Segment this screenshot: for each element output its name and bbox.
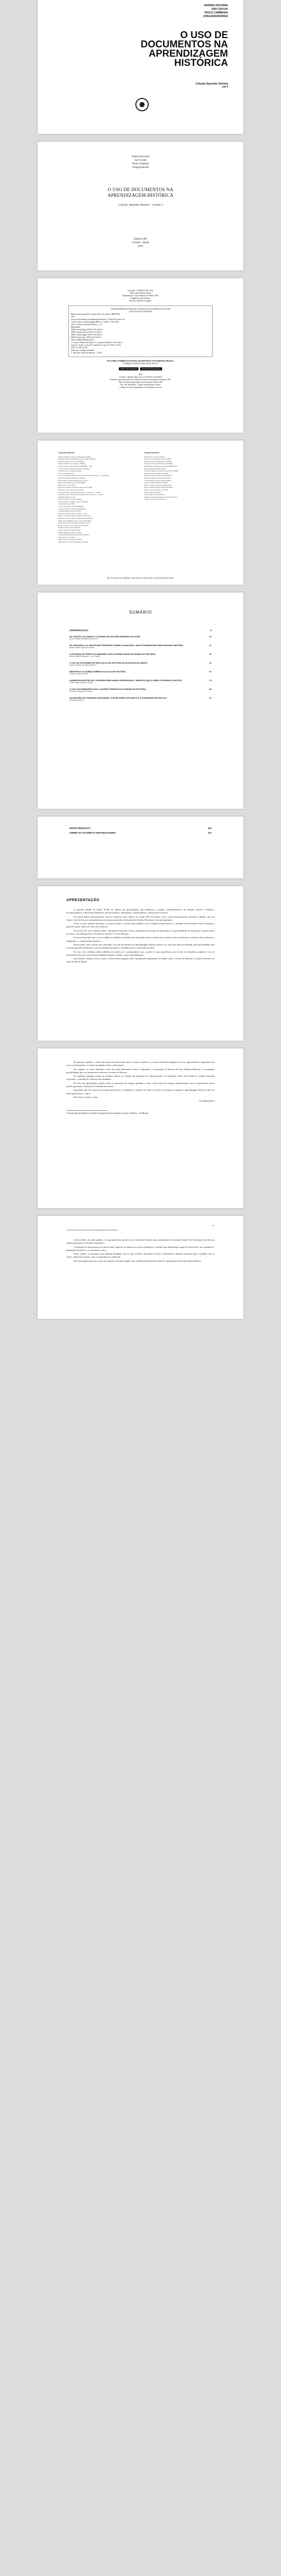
- toc-entry-page: 97: [209, 697, 212, 699]
- board-member: Sydione Santos (UEPG): [58, 536, 76, 538]
- toc-entry-page: 27: [209, 644, 212, 647]
- running-head: O USO DE DOCUMENTOS NA APRENDIZAGEM HISTÓRICA: [66, 1229, 118, 1231]
- board-member: Jailson Alves dos Santos (UFRJ): [58, 498, 82, 501]
- scientific-committee: [144, 452, 223, 544]
- cip-line: ISBN Coleção Física 978-65-251-3413-9: [71, 331, 102, 333]
- board-member: Tania Suely Azevedo Brasileiro (UFOPA): [58, 540, 89, 543]
- board-member: Cesar Gerónimo Tello (Univer. Nacional Três de Febrero – Argentina): [58, 474, 109, 477]
- board-member: Anselmo Alencar Colares (UFOPA): [58, 460, 84, 463]
- peer-review-note: Este livro passou por avaliação e aprovação às cegas de dois ou mais pareceristas ad hoc.: [107, 577, 174, 579]
- board-member: Guillermo Arias Beatón (Universidade de La Havana – Cuba): [58, 494, 103, 496]
- board-member: João Adalberto Campato Junior (UNESP): [58, 500, 89, 503]
- board-member: Elione Maria Nogueira Diogenes (UFAL): [58, 479, 89, 482]
- board-member: Francisco Carlos Duarte (PUC-PR): [58, 488, 84, 491]
- collection-volume: vol 3: [222, 86, 228, 89]
- board-member: Carmen Tereza Velanga (UNIR): [58, 470, 82, 472]
- toc-entry[interactable]: [69, 679, 212, 684]
- paragraph: Sem dúvida, estamos certos de que a leitura destas páginas trará contribuições importantes ao debate sobre o ensino de História e à prática docente nas salas de aula do Brasil.: [66, 957, 215, 963]
- committee-member: Edson Belo Clemente de Souza (UNIOESTE): [144, 465, 178, 467]
- board-member: Leonel Severo Rocha (UNISINOS): [58, 505, 84, 508]
- paragraph: Que estas páginas possam servir de estímulo e de apoio àqueles que se dedicam diariamente à difícil e apaixonante tarefa de ensinar História.: [74, 1259, 202, 1262]
- publisher-logo-icon: [135, 98, 149, 111]
- toc-entry-page: 107: [207, 832, 212, 834]
- cip-line: U86: [71, 316, 75, 318]
- rights-line: Foi feito o depósito legal conf. Lei 10.994 de 14/12/2004: [119, 376, 162, 378]
- committee-member: Lindalva Maria Martins (UFRN): [144, 482, 168, 484]
- toc-entry[interactable]: [69, 653, 212, 658]
- toc-entry-title: ÍNDICE REMISSIVO: [69, 827, 91, 829]
- committee-member: Sérgio Paulo Alves (UFAC): [144, 494, 165, 496]
- paragraph: Dessa forma, uma coleção que contemple o uso de documentos na aprendizagem histórica passa a ser, mais que uma necessidade, uma oportunidade para as novas gerações de docentes, que encontram nas fontes os caminhos para a construção do saber.: [66, 943, 215, 950]
- board-member: Maria de Lourdes Pinto de Almeida (UNOESC): [58, 517, 93, 520]
- paragraph: Esperamos que esta obra possa inspirar professores e estudantes a explorar as fontes em toda a sua riqueza, tornando a aprendizagem histórica cada vez mais significativa e crítica.: [66, 1089, 215, 1095]
- title-page-imprint: [38, 238, 243, 248]
- toc-entry-authors: Victor Hugo Lopes de Souza: [69, 682, 93, 684]
- committee-member: Helder Gordim da Silveira (PUCRS): [144, 477, 171, 479]
- toc-page: [38, 592, 243, 809]
- toc-entry-page: 85: [209, 688, 212, 690]
- board-member: Lourdes Helena da Silva (UFV): [58, 510, 81, 513]
- publisher-name: Editora CRV: [134, 238, 147, 241]
- cip-line: 110 p. (Coleção: Aprender História – v. 3): [71, 324, 102, 326]
- rights-line: 2022: [138, 374, 143, 376]
- title-author: Andrea Novoima: [131, 156, 150, 158]
- text-page: [38, 1216, 243, 1319]
- paragraph: Por fim, são apresentados estudos sobre as memórias dos lugares perdidos e sobre a base aérea do Amapá, demonstrando como os documentos locais podem aproximar a História da realidade dos alunos.: [66, 1081, 215, 1088]
- rights-line: Todos os direitos desta edição reservados pela: Editora CRV: [118, 381, 163, 383]
- rights-line: Tel.: (41) 3039-6418 – E-mail: sac@editoracrv.com.br: [120, 384, 161, 386]
- toc-entry-title: O USO DAS MEMÓRIAS DOS LUGARES PERDIDOS NO ENSINO DE HISTÓRIA: [69, 688, 146, 690]
- credit-line: Revisão: Analista de Línguas: [129, 300, 152, 302]
- paragraph: Em seguida, os textos abordam a obra do jesuíta Bettendorff sobre a Amazônia, a construção da Estrada de Ferro Madeira-Mamoré e as múltiplas possibilidades que tais documentos oferecem ao ensino de História.: [66, 1067, 215, 1074]
- google-play-badge[interactable]: GET IT ON Google Play: [119, 367, 138, 370]
- committee-member: Eliane Tomiasi Paulino (UEL): [144, 467, 166, 470]
- cip-box: [68, 306, 213, 357]
- committee-member: Antonio Jose Teixeira Guerra (UFRJ): [144, 458, 171, 461]
- toc-end-page: [38, 817, 243, 878]
- cover-title-line: HISTÓRICA: [174, 58, 228, 69]
- toc-title: SUMÁRIO: [129, 610, 152, 615]
- paragraph: Na esteira dessas transformações, nasceu a História como ciência, no século XIX, na França, com o cerne de pensamento nacional e cidadão, com sua forma e em seu discurso, propondo uma escrita que apresenta a formação dos Estados Nacionais e seus protagonistas.: [66, 915, 215, 921]
- cover-title-line: O USO DE: [180, 30, 228, 41]
- cip-line: Bibliografia: [71, 326, 80, 328]
- committee-member: Francisco de Assis Mendonça (UFPR): [144, 474, 172, 477]
- board-member: Paulo Romualdo Hernandes (UNIFAL-MG): [58, 522, 90, 524]
- app-notice: CONHEÇA E BAIXE NOSSO APLICATIVO!: [123, 363, 158, 365]
- board-member: Helmuth Krüger (UCP): [58, 496, 76, 498]
- page-number: 11: [212, 1224, 215, 1227]
- board-member: Lídia de Oliveira Xavier (UNIEURO): [58, 507, 86, 510]
- toc-entry-authors: Neuza Vidal Rodrigues — Iuri Cavlak: [69, 655, 100, 657]
- paragraph: Como se sabe, naquele momento, as fontes escritas e oficiais eram tomadas como verdades incontestáveis e o trabalho do historiador seria reconstituir o passado a partir delas, tal como ele aconteceu.: [66, 922, 215, 928]
- rights-line: Proibida a reprodução parcial ou total desta obra sem autorização da Editora CRV: [110, 379, 171, 381]
- board-member: Andréia da Silva Quintanilha Sousa (UNIR/UFRN): [58, 458, 96, 461]
- copyright-page: [38, 278, 243, 433]
- paragraph: A utilização de documentos em sala de aula, longe de ser apenas um recurso ilustrativo, constitui uma metodologia capaz de desenvolver nos estudantes o pensamento histórico e a consciência crítica.: [66, 1245, 215, 1251]
- board-member: Marcelo Paixão (UFRJ e UTexas – US): [58, 512, 87, 515]
- toc-entry-index[interactable]: [69, 827, 212, 829]
- editorial-board: [58, 452, 137, 544]
- board-member: Sérgio Nunes de Jesus (IFRO): [58, 529, 80, 531]
- cip-line: ISBN Volume Físico 978-65-251-3419-1: [71, 336, 101, 338]
- committee-member: Carlos de Castro Neves Neto (UNESP): [144, 463, 172, 465]
- committee-member: Fernando Antônio Gonçalves Alcoforado (IPB): [144, 470, 179, 472]
- toc-entry[interactable]: [69, 670, 212, 675]
- cip-line: CDU 37 CDD 372.89: [71, 347, 87, 349]
- presentation-page: [38, 886, 243, 1041]
- committee-member: Altair Reis de Souza (UFFS): [144, 455, 165, 458]
- committee-member: Oscar Ramiro (Unitau): [144, 491, 161, 494]
- committee-member: Vanessa Alves Basso (UFCG): [144, 498, 166, 501]
- title-page-title: [38, 187, 243, 198]
- toc-entry-authors: Francisco Borges de Souza: [69, 690, 93, 692]
- paragraph: Boa leitura a todos e todas.: [74, 1095, 98, 1098]
- cover-author: (ORGANIZADORES): [203, 15, 228, 18]
- toc-entry[interactable]: [69, 662, 212, 667]
- title-line: O USO DE DOCUMENTOS NA: [108, 187, 173, 192]
- toc-entry-title: AS FONTES COLONIAIS E O ENSINO DE HISTÓRIA INDÍGENA NO ACRE: [69, 635, 140, 638]
- cover-page: [38, 0, 243, 134]
- toc-entry-page: 15: [209, 635, 212, 638]
- toc-entry-title: DO ESPANHOL DO JESUÍTA BETTENDORFF SOBRE A AMAZÔNIA: UMA POSSIBILIDADE PARA ENSINAR HISTÓRIA: [69, 644, 184, 647]
- committee-member: Valéria de Oliveira Roque Ascenção (UFMG): [144, 496, 178, 498]
- paragraph: No primeiro capítulo, o leitor encontrará uma discussão sobre as fontes coloniais e o ensino de história indígena no Acre, apresentando a importância de ouvir e problematizar os relatos produzidos pelos colonizadores.: [66, 1061, 215, 1067]
- credit-line: Editor-chefe: Railson Moura: [130, 292, 151, 294]
- rights-block: [68, 374, 213, 389]
- title-author: Iuri Cavlak: [134, 159, 147, 162]
- committee-member: Maria Gabriela Rocha Lima (Unicamp): [144, 486, 173, 489]
- signature: Os organizadores: [199, 1099, 215, 1103]
- board-member: Fernando Antônio Gonçalves Alcoforado (IPB): [58, 486, 93, 489]
- cip-line: DOI 10.24824/978652513419.1: [71, 339, 95, 341]
- cover-title-line: APRENDIZAGEM: [148, 48, 228, 59]
- footnote: A Coleção Aprender História é resultado do Programa de Pós-Graduação em Ensino de História – ProfHistória.: [66, 1112, 149, 1114]
- toc-entry-title: SOBRE OS AUTORES E ORGANIZADORES: [69, 832, 116, 834]
- toc-entry-authors: Rogério Lopes Santos: [69, 673, 88, 675]
- digital-notice: ESTA OBRA TAMBÉM ENCONTRA-SE DISPONÍVEL EM FORMATO DIGITAL.: [107, 360, 174, 362]
- board-member: Rodrigo Pratte-Santos (UFES): [58, 527, 80, 529]
- toc-entry-authors: Bruno Rafael Marinelli Nascimento: [69, 638, 98, 640]
- cip-line: Bibliotecária responsável: Luzenira Alves dos Santos CRB9/1506: [71, 313, 120, 315]
- paragraph: A segunda metade do século XVIII, no âmbito das preocupações que alimentam o mundo, transformaram-se de maneira radical e definitiva. Economicamente, a Revolução Industrial, filosoficamente o Iluminismo e, politicamente, a Revolução Francesa.: [66, 908, 215, 914]
- title-author: Paulo Cambraia: [132, 163, 149, 165]
- toc-entry[interactable]: [69, 644, 212, 649]
- board-member: Carlos Alberto Vilar Estêvão (UMINHO – PT): [58, 465, 92, 467]
- paragraph: Foi nesse horizonte que os livros didáticos também se modificaram, buscando trazer as fontes para a sala de aula e transformar a relação entre professores, estudantes e o conhecimento histórico.: [66, 936, 215, 942]
- board-member: Solange Helena Ximenes-Rocha (UFOPA): [58, 534, 89, 536]
- title-page-authors: [38, 155, 243, 170]
- board-member: Elizeu Clementino de Souza (UNEB): [58, 482, 85, 484]
- committee-member: Antonio Nivaldo Hespanhol (UNESP): [144, 460, 172, 463]
- paragraph: A obra reflete, em cada capítulo, o compromisso dos autores com o ensino de História como instrumento de formação cidadã e de valorização das diversas culturas presentes no território amazônico.: [66, 1239, 215, 1245]
- toc-entry-authors-section[interactable]: [69, 832, 212, 834]
- toc-entry-title: A ESTRADA DE FERRO DO MAMORÉ COMO POSSIBILIDADE DE ENSINO DE HISTÓRIA: [69, 653, 156, 655]
- cip-line: O uso de documentos na aprendizagem histórica / Andrea Novoima, Iuri: [71, 318, 125, 320]
- app-store-badge[interactable]: Download on the App Store: [140, 367, 162, 370]
- cip-title: DADOS INTERNACIONAIS DE CATALOGAÇÃO NA PUBLICAÇÃO (CIP): [111, 308, 170, 310]
- board-member: Simone Rodrigues Pinto (UNB): [58, 531, 81, 534]
- title-line: APRENDIZAGEM HISTÓRICA: [108, 193, 173, 198]
- committee-member: Marcos Aurélio Saquet (UNIOESTE): [144, 484, 171, 486]
- board-member: Gloria Fariñas León (Universidade de La Havana – Cuba): [58, 491, 100, 494]
- title-page: [38, 142, 243, 270]
- board-member: Tadeu Oliver Gonçalves (UFPA): [58, 538, 82, 541]
- cover-author: ANDREA NOVOIMA: [204, 4, 228, 7]
- toc-entry-authors: Darcio Vadson da Silva Pacheco: [69, 664, 97, 666]
- title-page-subtitle: Coleção: Aprender História – volume 3: [118, 204, 163, 207]
- cover-title: [110, 31, 228, 68]
- toc-entry-page: 9: [210, 629, 212, 632]
- cip-line: ISBN Volume Digital 978-65-251-3418-4: [71, 334, 102, 336]
- toc-entry-title: MEMÓRIAS DO SAMBA-ENREDO NA AULA DE HISTÓRIA: [69, 670, 126, 673]
- scientific-committee-title: Comitê Científico:: [144, 452, 160, 454]
- toc-entry-page: 39: [209, 653, 212, 655]
- cover-title-line: DOCUMENTOS NA: [140, 39, 228, 50]
- credit-line: Copyright © da Editora CRV Ltda.: [127, 290, 154, 292]
- board-member: Maria Lília Imbiriba Sousa Colares (UFOPA): [58, 519, 91, 522]
- committee-member: Leonel Brizolla Monastirsky (UEPG): [144, 479, 171, 482]
- toc-entry-page: 73: [209, 679, 212, 682]
- cip-line: ISBN Coleção Digital 978-65-251-3414-6: [71, 329, 102, 331]
- cip-line: Cavlak, Paulo Cambraia (organizadores) – Curitiba : CRV, 2022.: [71, 321, 119, 323]
- toc-entry-authors: Ariane Maria Santos de Abreu: [69, 647, 95, 649]
- paragraph: No século XX, novos olhares sobre a disciplina trouxeram à tona o alargamento da noção de documento e as possibilidades de incorporar variadas fontes ao ofício, com destaque para a Escola dos Annales e a Nova História.: [66, 929, 215, 936]
- credit-line: Diagramação e Capa: Designers da Editora CRV: [122, 295, 159, 297]
- rights-line: Conheça os nossos lançamentos: www.editoracrv.com.br: [119, 386, 162, 388]
- committee-member: Marlon Clovis Medeiros (UFFS): [144, 488, 168, 491]
- cip-line: Índice para catálogo sistemático: [71, 349, 95, 351]
- toc-entry-page: 105: [207, 827, 212, 829]
- title-author: (Organizadores): [132, 166, 149, 169]
- copyright-credits: [68, 290, 213, 302]
- credit-line: Imagem da Capa: Pixabay: [131, 297, 150, 299]
- toc-entry-title: AS MISSÕES DE GRANDES NOVIDADES: A BASE AÉREA DE AMAPÁ E A ENSINAGEM NA ESCOLA: [69, 697, 167, 699]
- council-page: [38, 440, 243, 585]
- toc-entry-title: O USO DE DOCUMENTOS NAS AULAS DE HISTÓRIA DA DITADURA NO AMAPÁ: [69, 662, 148, 664]
- board-member: Celso Conti (UFSCar): [58, 472, 75, 474]
- publisher-city: Curitiba – Brasil: [132, 242, 149, 244]
- toc-entry-title: APRESENTAÇÃO: [69, 629, 89, 632]
- cip-line: 1. Ensino 2. História do Ensino 3. Coleção de História I. Novoima, A.: [71, 342, 123, 344]
- presentation-title: APRESENTAÇÃO: [66, 899, 100, 902]
- footnote-divider: [66, 1110, 108, 1111]
- cover-authors: [166, 4, 228, 19]
- paragraph: Por isso, esta coletânea reúne trabalhos de professores e pesquisadores que, a partir de suas experiências nas escolas da Amazônia, propõem o uso de documentos diversos como recurso fundamental para o ensino e para a aprendizagem.: [66, 950, 215, 956]
- toc-entry-authors: Andrea Novoima: [69, 699, 83, 701]
- cover-author: IURI CAVLAK: [212, 8, 228, 11]
- paragraph: Os capítulos seguintes tratam da ditadura militar no Amapá, das memórias do samba-enredo e da literatura como fonte histórica, sempre buscando relacionar o conteúdo às vivências dos estudantes.: [66, 1075, 215, 1081]
- toc-entry-page: 51: [209, 662, 212, 664]
- board-member: Élsio José Corá (UFFS): [58, 484, 76, 486]
- publication-year: 2022: [138, 245, 143, 248]
- board-member: Aldira Guimarães Duarte Domínguez (UNB): [58, 455, 91, 458]
- board-member: Eduardo Fernandes Barbosa (UFMG): [58, 477, 85, 479]
- toc-entry-apresentacao[interactable]: [69, 629, 212, 632]
- cip-line: (org.) II. Cavlak, I. (org.) III. Cambraia, P. (org.) IV. Título V. Série.: [71, 344, 121, 346]
- board-member: Antônio Pereira Gaio Júnior (UFRRJ): [58, 463, 86, 465]
- toc-entry[interactable]: [69, 635, 212, 640]
- cip-subtitle: CATALOGAÇÃO NA FONTE: [129, 311, 152, 313]
- cip-line: 1. Educação: Ensino de História – 372.89: [71, 352, 102, 354]
- toc-entry[interactable]: [69, 688, 212, 693]
- store-badges: [68, 367, 213, 370]
- board-member: Renato Francisco dos Santos Paula (UFG): [58, 524, 89, 527]
- board-member: Josania Portela (UFPI): [58, 503, 75, 505]
- cover-collection: [196, 82, 228, 89]
- toc-entry-title: ANDERSON MOSTRA DE LAUDIMIRA BRILHANDA APRENDIZADO: DEBATES QUE A OBRA LITERÁRIA CONSTRÓI: [69, 679, 182, 682]
- cover-author: PAULO CAMBRAIA: [204, 11, 228, 14]
- paragraph: Nesse sentido, as propostas aqui reunidas dialogam com as mais recentes discussões da área e apresentam caminhos possíveis para o trabalho com as fontes, sejam elas escritas, orais, iconográficas ou materiais.: [66, 1252, 215, 1259]
- editorial-board-title: Conselho Editorial:: [58, 452, 75, 454]
- collection-name: Coleção Aprender História: [196, 82, 228, 86]
- committee-member: Fernando Lessa Saraiva (UFMS): [144, 472, 168, 474]
- toc-entry-page: 61: [209, 670, 212, 673]
- board-member: Maria Cristina dos Santos Bezerra (UFSCar): [58, 515, 91, 517]
- toc-entry[interactable]: [69, 697, 212, 702]
- presentation-continued-page: [38, 1048, 243, 1208]
- board-member: Carlos Federico Dominguez Avila (Unieuro): [58, 467, 91, 470]
